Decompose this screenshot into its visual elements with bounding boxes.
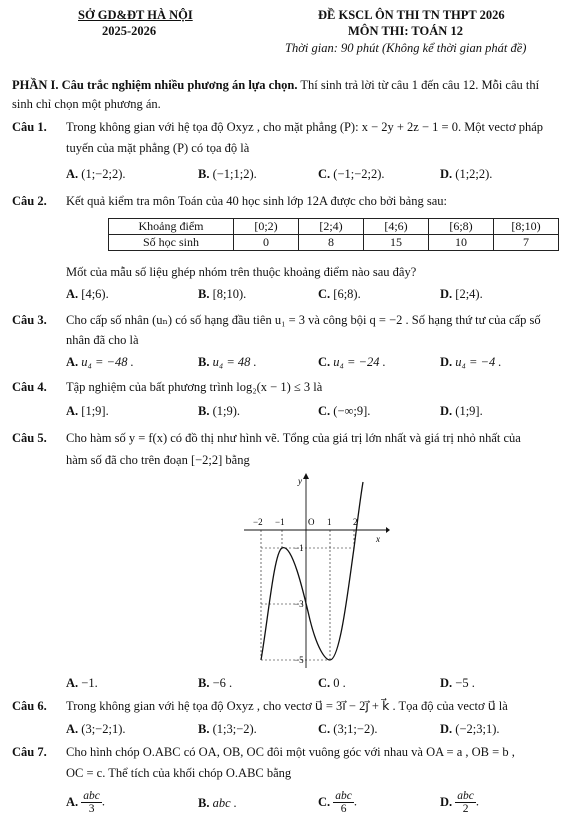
table-cell: [0;2) bbox=[234, 219, 299, 235]
option-d[interactable]: D. (1;2;2). bbox=[440, 167, 493, 181]
table-cell: Khoảng điểm bbox=[109, 219, 234, 235]
question-text: hàm số đã cho trên đoạn [−2;2] bằng bbox=[66, 453, 250, 467]
table-cell: 8 bbox=[299, 235, 364, 251]
origin-label: O bbox=[308, 517, 315, 527]
option-d[interactable]: D. (1;9]. bbox=[440, 404, 483, 418]
y-axis-arrow bbox=[303, 473, 309, 479]
option-c[interactable]: C. (−∞;9]. bbox=[318, 404, 371, 418]
y-tick: −5 bbox=[294, 655, 304, 665]
exam-time: Thời gian: 90 phút (Không kể thời gian phát đề) bbox=[285, 41, 527, 55]
question-label: Câu 7. bbox=[12, 745, 47, 759]
table-cell: [4;6) bbox=[364, 219, 429, 235]
option-a[interactable]: A. [4;6). bbox=[66, 287, 109, 301]
x-axis-label: x bbox=[376, 534, 380, 544]
y-tick: −1 bbox=[294, 543, 304, 553]
table-cell: 7 bbox=[494, 235, 559, 251]
question-text: Kết quả kiểm tra môn Toán của 40 học sinh lớp 12A được cho bởi bảng sau: bbox=[66, 194, 447, 208]
question-text: Trong không gian với hệ tọa độ Oxyz , cho mặt phẳng (P): x − 2y + 2z − 1 = 0. Một vectơ pháp bbox=[66, 120, 544, 134]
part-instruction-2: sinh chỉ chọn một phương án. bbox=[12, 97, 161, 111]
table-row bbox=[109, 219, 559, 235]
question-text: Mốt của mẫu số liệu ghép nhóm trên thuộc khoảng điểm nào sau đây? bbox=[66, 265, 417, 279]
option-c[interactable]: C. $\frac{\text{abc}}{6}$ . bbox=[318, 790, 358, 816]
option-b[interactable]: B. −6 . bbox=[198, 676, 233, 690]
table-cell: [2;4) bbox=[299, 219, 364, 235]
question-label: Câu 6. bbox=[12, 699, 47, 713]
option-d[interactable]: D. −5 . bbox=[440, 676, 475, 690]
fraction: $\frac{\text{abc}}{6}$ bbox=[335, 790, 352, 816]
table-cell: 0 bbox=[234, 235, 299, 251]
question-text: Trong không gian với hệ tọa độ Oxyz , cho vectơ u⃗ = 3i⃗ − 2j⃗ + k⃗ . Tọa độ của vectơ u⃗ là bbox=[66, 699, 508, 713]
exam-title: ĐỀ KSCL ÔN THI TN THPT 2026 bbox=[318, 8, 505, 22]
option-c[interactable]: C. 0 . bbox=[318, 676, 346, 690]
option-a[interactable]: A. (3;−2;1). bbox=[66, 722, 126, 736]
x-tick: 1 bbox=[327, 517, 332, 527]
option-b[interactable]: B. u₄ = 48 . bbox=[198, 355, 257, 369]
fraction: $\frac{\text{abc}}{3}$ bbox=[83, 790, 100, 816]
x-tick: 2 bbox=[353, 517, 358, 527]
x-axis-arrow bbox=[386, 527, 390, 533]
question-text: Tập nghiệm của bất phương trình log₂(x − 1) ≤ 3 là bbox=[66, 380, 323, 394]
table-cell: Số học sinh bbox=[109, 235, 234, 251]
part-instruction: Thí sinh trả lời từ câu 1 đến câu 12. Mỗi câu thí bbox=[297, 78, 540, 92]
table-row bbox=[109, 235, 559, 251]
option-b[interactable]: B. [8;10). bbox=[198, 287, 247, 301]
question-label: Câu 5. bbox=[12, 431, 47, 445]
option-b[interactable]: B. abc . bbox=[198, 796, 237, 810]
option-c[interactable]: C. (−1;−2;2). bbox=[318, 167, 385, 181]
option-d[interactable]: D. [2;4). bbox=[440, 287, 483, 301]
option-b[interactable]: B. (−1;1;2). bbox=[198, 167, 257, 181]
x-tick: −2 bbox=[253, 517, 263, 527]
dept-name: SỞ GD&ĐT HÀ NỘI bbox=[78, 8, 193, 22]
question-label: Câu 2. bbox=[12, 194, 47, 208]
table-cell: 15 bbox=[364, 235, 429, 251]
option-b[interactable]: B. (1;3;−2). bbox=[198, 722, 257, 736]
school-year: 2025-2026 bbox=[102, 24, 157, 38]
fraction: $\frac{\text{abc}}{2}$ bbox=[457, 790, 474, 816]
question-label: Câu 3. bbox=[12, 313, 47, 327]
question-text: Cho hình chóp O.ABC có OA, OB, OC đôi một vuông góc với nhau và OA = a , OB = b , bbox=[66, 745, 515, 759]
option-c[interactable]: C. (3;1;−2). bbox=[318, 722, 378, 736]
question-text: OC = c. Thể tích của khối chóp O.ABC bằng bbox=[66, 766, 292, 780]
part-heading bbox=[12, 78, 539, 94]
option-a[interactable]: A. (1;−2;2). bbox=[66, 167, 126, 181]
option-a[interactable]: A. [1;9]. bbox=[66, 404, 109, 418]
question-text: Cho hàm số y = f(x) có đồ thị như hình vẽ. Tổng của giá trị lớn nhất và giá trị nhỏ nhất của bbox=[66, 431, 521, 445]
option-a[interactable]: A. −1. bbox=[66, 676, 98, 690]
option-a[interactable]: A. $\frac{\text{abc}}{3}$ . bbox=[66, 790, 106, 816]
part-title: PHẦN I. Câu trắc nghiệm nhiều phương án lựa chọn. bbox=[12, 78, 298, 92]
x-tick: −1 bbox=[275, 517, 285, 527]
question-label: Câu 4. bbox=[12, 380, 47, 394]
dashed-guides bbox=[261, 530, 354, 660]
table-cell: [8;10) bbox=[494, 219, 559, 235]
table-cell: 10 bbox=[429, 235, 494, 251]
question-text: tuyến của mặt phẳng (P) có tọa độ là bbox=[66, 141, 250, 155]
option-d[interactable]: D. (−2;3;1). bbox=[440, 722, 500, 736]
subject: MÔN THI: TOÁN 12 bbox=[348, 24, 463, 38]
y-axis-label: y bbox=[298, 476, 302, 486]
score-table bbox=[108, 218, 559, 251]
y-tick: −3 bbox=[294, 599, 304, 609]
option-a[interactable]: A. u₄ = −48 . bbox=[66, 355, 134, 369]
option-d[interactable]: D. u₄ = −4 . bbox=[440, 355, 502, 369]
function-curve bbox=[261, 482, 363, 660]
question-text: Cho cấp số nhân (uₙ) có số hạng đầu tiên u₁ = 3 và công bội q = −2 . Số hạng thứ tư của cấp số bbox=[66, 313, 541, 327]
option-c[interactable]: C. u₄ = −24 . bbox=[318, 355, 386, 369]
question-label: Câu 1. bbox=[12, 120, 47, 134]
option-d[interactable]: D. $\frac{\text{abc}}{2}$ . bbox=[440, 790, 480, 816]
table-cell: [6;8) bbox=[429, 219, 494, 235]
function-graph bbox=[240, 470, 390, 670]
question-text: nhân đã cho là bbox=[66, 333, 139, 347]
option-c[interactable]: C. [6;8). bbox=[318, 287, 361, 301]
option-b[interactable]: B. (1;9). bbox=[198, 404, 241, 418]
